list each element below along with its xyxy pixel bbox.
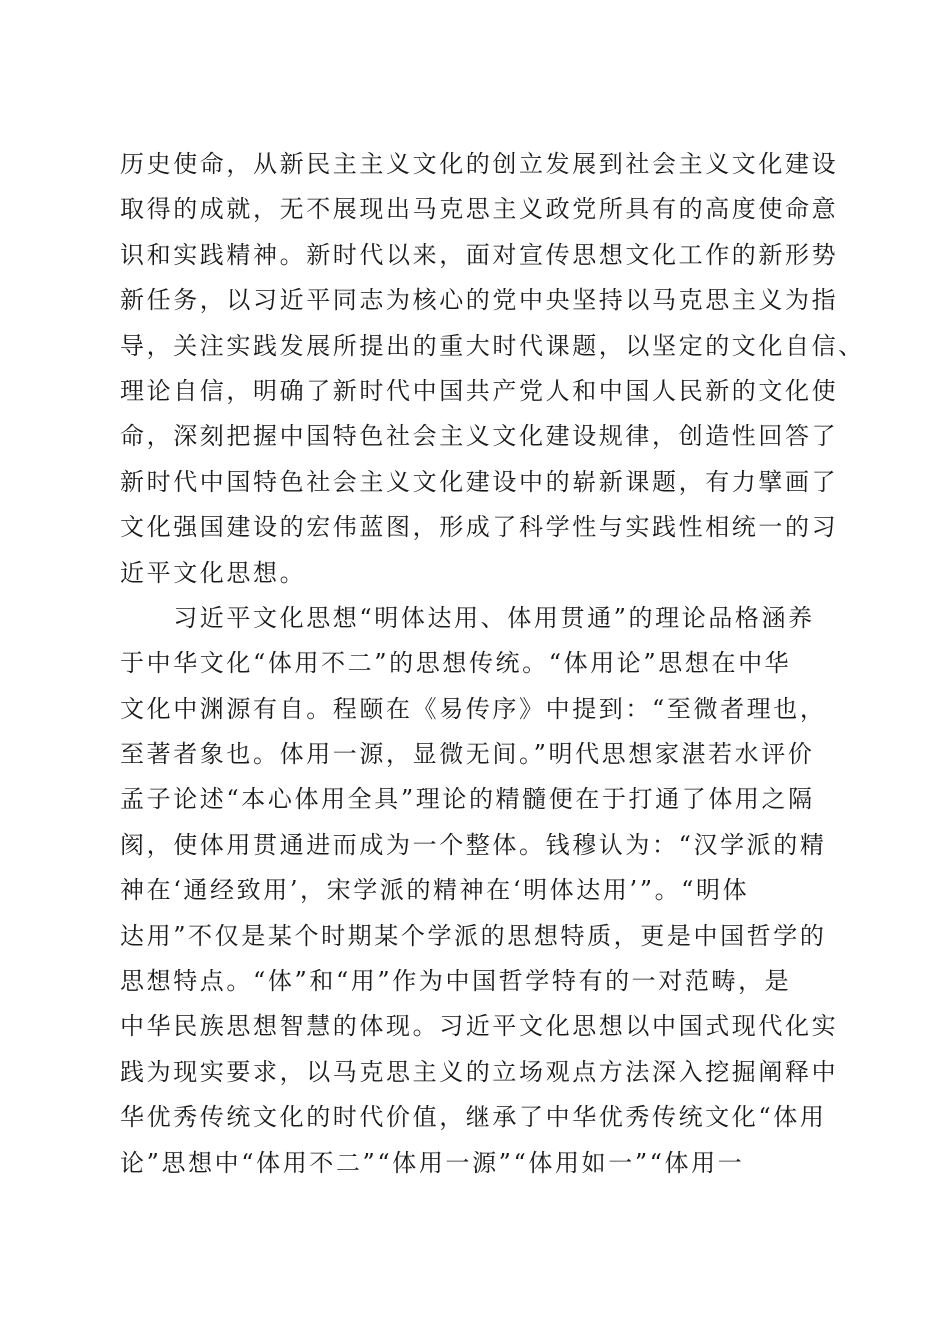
text-line: 历史使命，从新民主主义文化的创立发展到社会主义文化建设 bbox=[120, 150, 839, 178]
text-line: 理论自信，明确了新时代中国共产党人和中国人民新的文化使 bbox=[120, 376, 839, 405]
text-line: 取得的成就，无不展现出马克思主义政党所具有的高度使命意 bbox=[120, 195, 839, 224]
text-line: 至著者象也。体用一源，显微无间。”明代思想家湛若水评价 bbox=[120, 740, 815, 769]
body-text bbox=[120, 142, 865, 1186]
text-line: 孟子论述“本心体用全具”理论的精髓便在于打通了体用之隔 bbox=[120, 785, 815, 814]
text-line: 近平文化思想。 bbox=[120, 558, 307, 587]
text-line: 导，关注实践发展所提出的重大时代课题，以坚定的文化自信、 bbox=[120, 331, 865, 360]
text-line: 践为现实要求，以马克思主义的立场观点方法深入挖掘阐释中 bbox=[120, 1057, 839, 1086]
text-line: 达用”不仅是某个时期某个学派的思想特质，更是中国哲学的 bbox=[120, 921, 827, 950]
text-line: 阂，使体用贯通进而成为一个整体。钱穆认为：“汉学派的精 bbox=[120, 830, 827, 859]
text-line: 识和实践精神。新时代以来，面对宣传思想文化工作的新形势 bbox=[120, 240, 839, 269]
text-line: 文化强国建设的宏伟蓝图，形成了科学性与实践性相统一的习 bbox=[120, 513, 839, 542]
text-line: 习近平文化思想“明体达用、体用贯通”的理论品格涵养 bbox=[120, 603, 815, 632]
text-line: 新时代中国特色社会主义文化建设中的崭新课题，有力擘画了 bbox=[120, 467, 839, 496]
text-line: 中华民族思想智慧的体现。习近平文化思想以中国式现代化实 bbox=[120, 1012, 839, 1041]
text-line: 命，深刻把握中国特色社会主义文化建设规律，创造性回答了 bbox=[120, 422, 839, 451]
text-line: 于中华文化“体用不二”的思想传统。“体用论”思想在中华 bbox=[120, 649, 792, 678]
text-line: 文化中渊源有自。程颐在《易传序》中提到：“至微者理也， bbox=[120, 694, 827, 723]
text-line: 华优秀传统文化的时代价值，继承了中华优秀传统文化“体用 bbox=[120, 1103, 827, 1132]
text-line: 神在‘通经致用’，宋学派的精神在‘明体达用’”。“明体 bbox=[120, 876, 750, 905]
text-line: 论”思想中“体用不二”“体用一源”“体用如一”“体用一 bbox=[120, 1148, 745, 1177]
text-line: 思想特点。“体”和“用”作为中国哲学特有的一对范畴，是 bbox=[120, 967, 792, 996]
text-line: 新任务，以习近平同志为核心的党中央坚持以马克思主义为指 bbox=[120, 286, 839, 315]
